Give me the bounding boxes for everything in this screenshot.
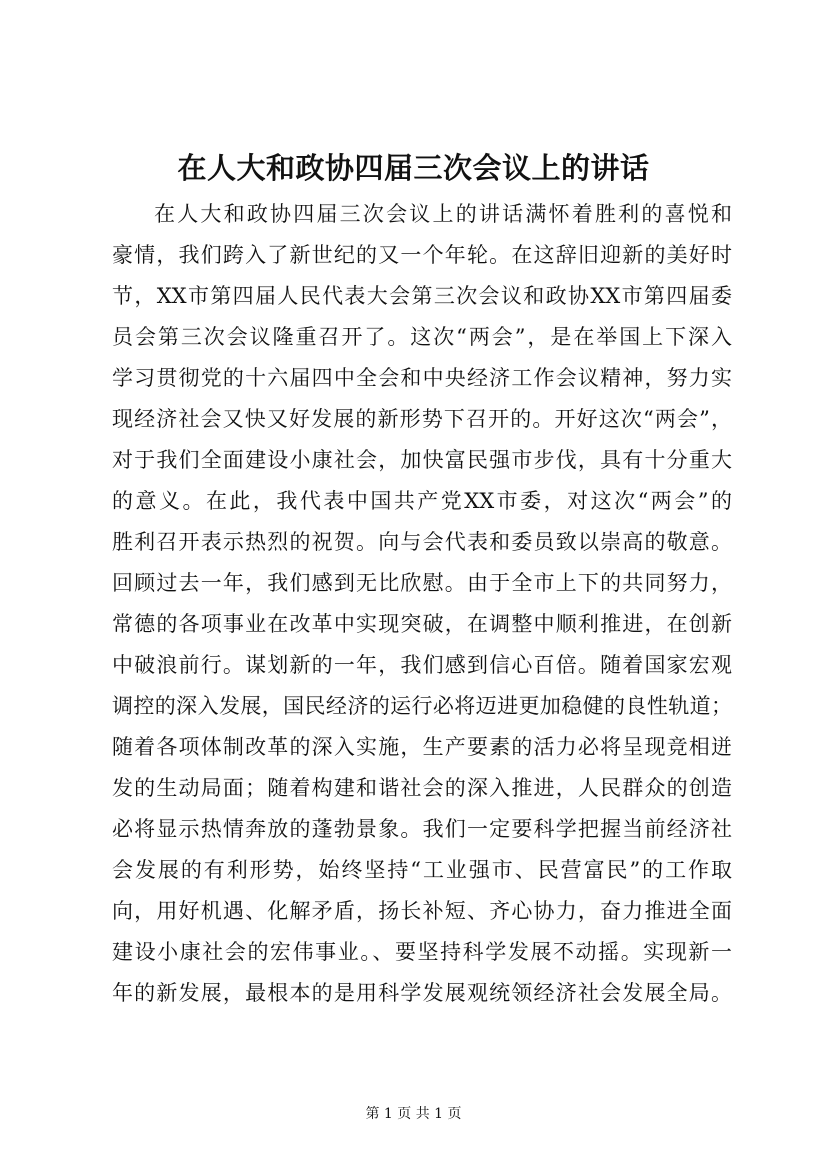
body-line: 向，用好机遇、化解矛盾，扬长补短、齐心协力，奋力推进全面	[112, 899, 732, 923]
body-line: 调控的深入发展，国民经济的运行必将迈进更加稳健的良性轨道；	[112, 694, 732, 718]
body-line: 中破浪前行。谋划新的一年，我们感到信心百倍。随着国家宏观	[112, 653, 732, 677]
body-line: 必将显示热情奔放的蓬勃景象。我们一定要科学把握当前经济社	[112, 817, 732, 841]
body-line: 随着各项体制改革的深入实施，生产要素的活力必将呈现竞相迸	[112, 735, 732, 759]
body-line: 胜利召开表示热烈的祝贺。向与会代表和委员致以崇高的敬意。	[112, 530, 732, 554]
body-line: 学习贯彻党的十六届四中全会和中央经济工作会议精神，努力实	[112, 366, 732, 390]
body-line: 年的新发展，最根本的是用科学发展观统领经济社会发展全局。	[112, 981, 732, 1005]
body-line: 的意义。在此，我代表中国共产党XX市委，对这次“两会”的	[112, 489, 732, 513]
body-line: 在人大和政协四届三次会议上的讲话满怀着胜利的喜悦和	[154, 202, 732, 226]
document-title: 在人大和政协四届三次会议上的讲话	[177, 151, 650, 185]
body-line: 节，XX市第四届人民代表大会第三次会议和政协XX市第四届委	[112, 284, 732, 308]
body-line: 常德的各项事业在改革中实现突破，在调整中顺利推进，在创新	[112, 612, 732, 636]
body-line: 现经济社会又快又好发展的新形势下召开的。开好这次“两会”，	[112, 407, 732, 431]
body-line: 对于我们全面建设小康社会，加快富民强市步伐，具有十分重大	[112, 448, 732, 472]
body-line: 会发展的有利形势，始终坚持“工业强市、民营富民”的工作取	[112, 858, 732, 882]
body-line: 豪情，我们跨入了新世纪的又一个年轮。在这辞旧迎新的美好时	[112, 243, 732, 267]
body-line: 员会第三次会议隆重召开了。这次“两会”，是在举国上下深入	[112, 325, 732, 349]
body-line: 发的生动局面；随着构建和谐社会的深入推进，人民群众的创造	[112, 776, 732, 800]
body-line: 回顾过去一年，我们感到无比欣慰。由于全市上下的共同努力，	[112, 571, 732, 595]
page-number-footer: 第 1 页 共 1 页	[365, 1106, 462, 1122]
body-line: 建设小康社会的宏伟事业。、要坚持科学发展不动摇。实现新一	[112, 940, 732, 964]
